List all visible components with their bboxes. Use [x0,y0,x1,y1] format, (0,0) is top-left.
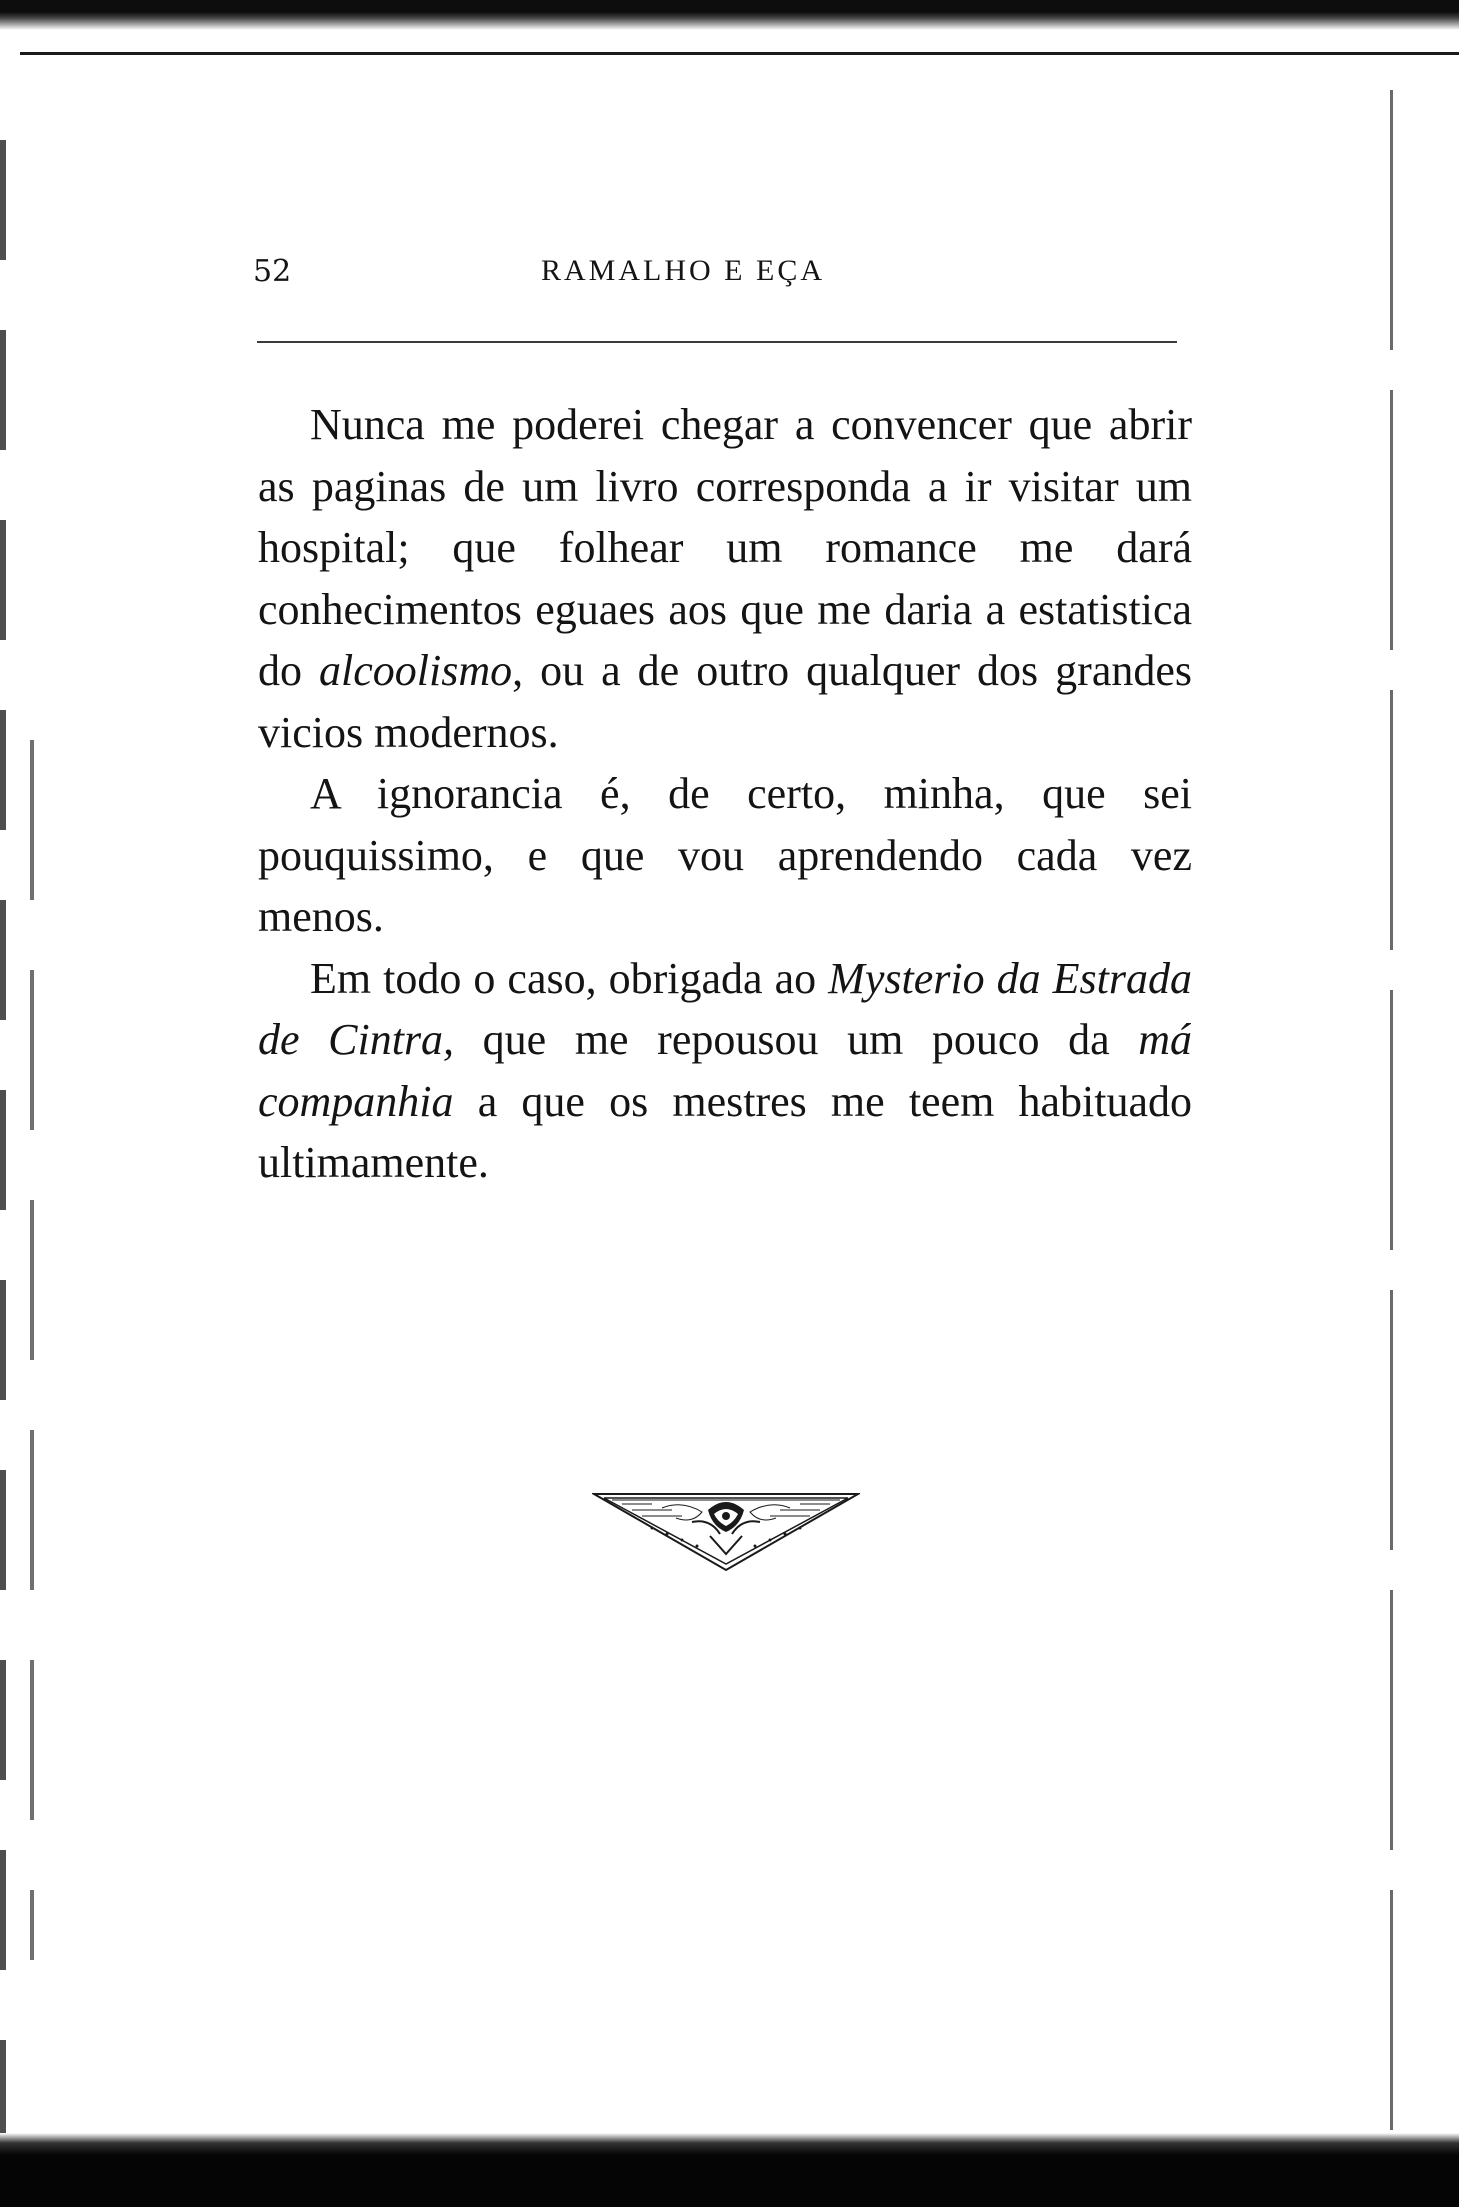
scan-right-edge [1390,90,1393,2130]
scan-left-edge [0,140,6,2140]
paragraph-1: Nunca me poderei chegar a convencer que abrir as paginas de um livro corresponda a ir visitar um hospital; que folhear um romance me dará conhecimentos eguaes aos que me daria a estatistica do alcoolismo, ou a de outro qualquer dos grandes vicios modernos. [258,400,1193,757]
tailpiece-ornament-icon [592,1488,860,1572]
paragraph-3: Em todo o caso, obrigada ao Mysterio da Estrada de Cintra, que me repousou um pouco da má companhia a que os mestres me teem habituado ultimamente. [258,953,1192,1187]
italic-phrase: má companhia [258,1015,1192,1126]
italic-term: alcoolismo [319,646,513,695]
running-head [253,250,1158,300]
page-number: 52 [253,254,292,289]
header-rule [257,341,1177,343]
body-text [258,394,1192,1194]
scan-top-edge [0,0,1459,30]
scan-bottom-edge [0,2133,1459,2207]
running-title: RAMALHO E EÇA [541,254,825,287]
paragraph-2: A ignorancia é, de certo, minha, que sei pouquissimo, e que vou aprendendo cada vez menos. [258,769,1192,941]
italic-book-title: Mysterio da Estrada de Cintra, [258,953,1192,1064]
scan-left-shadow [30,740,34,1960]
scan-top-rule [20,52,1459,55]
